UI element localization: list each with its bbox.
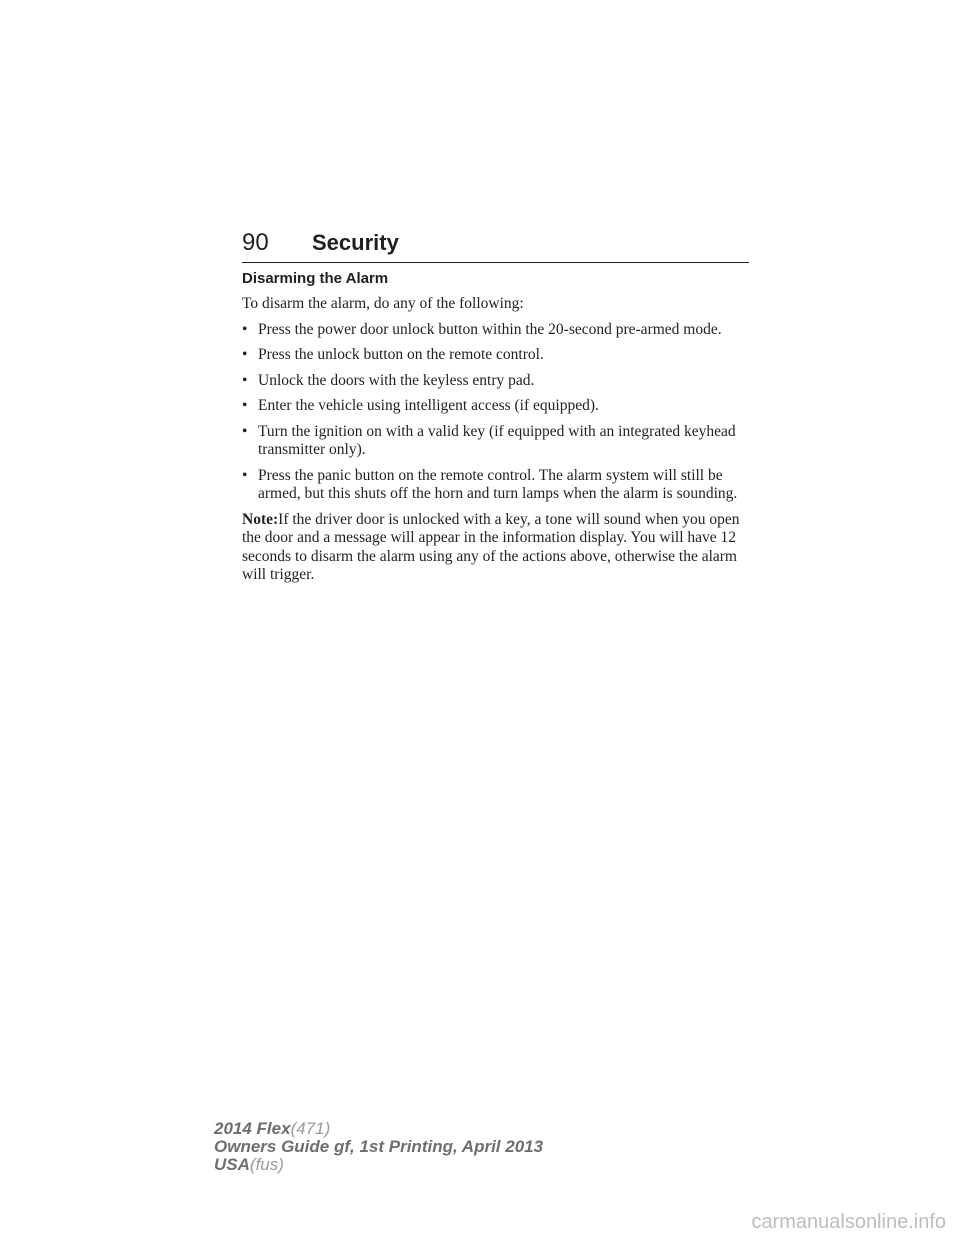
list-item-text: Unlock the doors with the keyless entry pad. xyxy=(258,371,535,389)
bullet-icon: • xyxy=(242,397,248,414)
list-item-text: Enter the vehicle using intelligent access (if equipped). xyxy=(258,397,599,414)
note-paragraph xyxy=(242,511,749,585)
print-footer xyxy=(214,1120,543,1174)
note-label: Note: xyxy=(242,510,279,528)
page-number: 90 xyxy=(242,229,269,256)
subheading: Disarming the Alarm xyxy=(242,270,389,287)
list-item xyxy=(242,346,749,365)
bullet-icon: • xyxy=(242,320,248,338)
footer-model-code: (471) xyxy=(290,1119,331,1138)
page-content xyxy=(242,270,749,585)
bullet-icon: • xyxy=(242,371,248,389)
watermark: carmanualsonline.info xyxy=(751,1211,946,1233)
list-item xyxy=(242,423,749,460)
bullet-icon: • xyxy=(242,466,248,484)
list-item-text: Press the unlock button on the remote control. xyxy=(258,346,544,363)
list-item xyxy=(242,372,749,391)
bullet-icon: • xyxy=(242,422,248,440)
page-header xyxy=(242,228,749,263)
footer-line-market xyxy=(214,1156,543,1174)
list-item-text: Press the power door unlock button within the 20-second pre-armed mode. xyxy=(258,320,722,338)
bullet-icon: • xyxy=(242,346,248,363)
note-text: If the driver door is unlocked with a key, a tone will sound when you open the door and a message will appear in the information display. You will have 12 seconds to disarm the alarm using any of the actions above, otherwise the alarm will trigger. xyxy=(242,510,740,583)
footer-line-model xyxy=(214,1120,543,1138)
section-title: Security xyxy=(312,230,399,255)
footer-market-code: (fus) xyxy=(249,1155,284,1174)
list-item xyxy=(242,321,749,340)
list-item-text: Turn the ignition on with a valid key (if equipped with an integrated keyhead transmitter only). xyxy=(258,422,736,458)
list-item xyxy=(242,397,749,416)
intro-paragraph: To disarm the alarm, do any of the following: xyxy=(242,295,524,312)
disarm-methods-list xyxy=(242,321,749,504)
footer-market: USA xyxy=(214,1155,250,1174)
list-item-text: Press the panic button on the remote control. The alarm system will still be armed, but this shuts off the horn and turn lamps when the alarm is sounding. xyxy=(258,466,738,502)
list-item xyxy=(242,467,749,504)
footer-model: 2014 Flex xyxy=(214,1119,291,1138)
footer-printing: Owners Guide gf, 1st Printing, April 2013 xyxy=(214,1137,544,1156)
